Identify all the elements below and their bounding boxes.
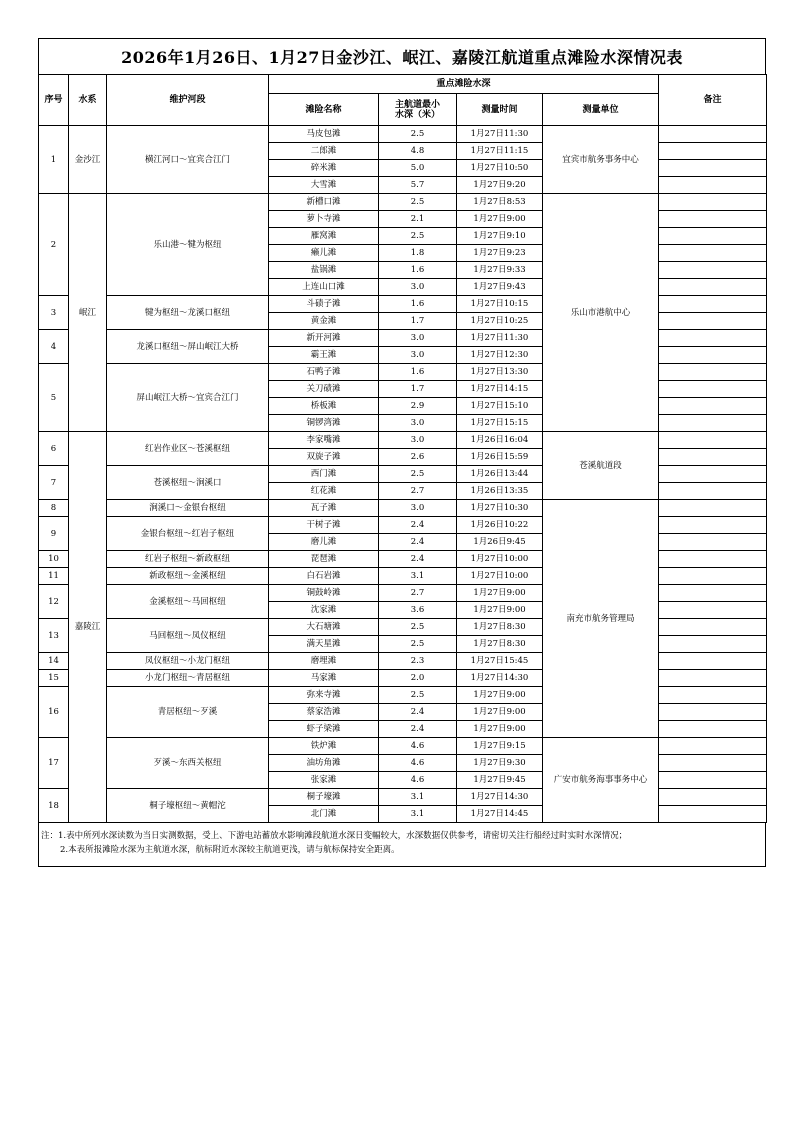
shoal-name-cell: 张家滩	[269, 772, 379, 789]
shoal-name-cell: 干树子滩	[269, 517, 379, 534]
time-cell: 1月27日9:10	[457, 228, 543, 245]
shoal-name-cell: 满天星滩	[269, 636, 379, 653]
shoal-name-cell: 虾子梁滩	[269, 721, 379, 738]
remark-cell	[659, 483, 767, 500]
depth-cell: 2.6	[379, 449, 457, 466]
depth-cell: 2.4	[379, 721, 457, 738]
depth-cell: 1.7	[379, 381, 457, 398]
time-cell: 1月27日9:00	[457, 211, 543, 228]
seq-cell: 5	[39, 364, 69, 432]
shoal-name-cell: 霸王滩	[269, 347, 379, 364]
shoal-name-cell: 沈家滩	[269, 602, 379, 619]
depth-cell: 2.4	[379, 704, 457, 721]
depth-cell: 1.8	[379, 245, 457, 262]
section-cell: 歹溪～东西关枢纽	[107, 738, 269, 789]
time-cell: 1月27日10:15	[457, 296, 543, 313]
depth-cell: 4.6	[379, 755, 457, 772]
remark-cell	[659, 245, 767, 262]
footnotes	[38, 823, 766, 867]
time-cell: 1月27日8:30	[457, 636, 543, 653]
seq-cell: 7	[39, 466, 69, 500]
time-cell: 1月27日14:30	[457, 789, 543, 806]
seq-cell: 10	[39, 551, 69, 568]
section-cell: 乐山港～犍为枢纽	[107, 194, 269, 296]
seq-cell: 6	[39, 432, 69, 466]
time-cell: 1月26日16:04	[457, 432, 543, 449]
time-cell: 1月27日14:45	[457, 806, 543, 823]
remark-cell	[659, 296, 767, 313]
shoal-name-cell: 桥板滩	[269, 398, 379, 415]
header-group: 重点滩险水深	[269, 75, 659, 94]
shoal-name-cell: 西门滩	[269, 466, 379, 483]
time-cell: 1月27日8:53	[457, 194, 543, 211]
remark-cell	[659, 364, 767, 381]
time-cell: 1月26日10:22	[457, 517, 543, 534]
table-row	[39, 126, 767, 143]
shoal-name-cell: 蔡家浩滩	[269, 704, 379, 721]
water-depth-report	[38, 38, 766, 867]
shoal-name-cell: 大石塘滩	[269, 619, 379, 636]
remark-cell	[659, 517, 767, 534]
shoal-name-cell: 红花滩	[269, 483, 379, 500]
depth-cell: 4.6	[379, 772, 457, 789]
time-cell: 1月27日15:15	[457, 415, 543, 432]
depth-cell: 2.5	[379, 636, 457, 653]
section-cell: 犍为枢纽～龙溪口枢纽	[107, 296, 269, 330]
remark-cell	[659, 789, 767, 806]
shoal-name-cell: 双旋子滩	[269, 449, 379, 466]
section-cell: 凤仪枢纽～小龙门枢纽	[107, 653, 269, 670]
depth-cell: 3.0	[379, 415, 457, 432]
shoal-name-cell: 萝卜寺滩	[269, 211, 379, 228]
shoal-name-cell: 磨埋滩	[269, 653, 379, 670]
shoal-name-cell: 癞儿滩	[269, 245, 379, 262]
remark-cell	[659, 466, 767, 483]
section-cell: 苍溪枢纽～涧溪口	[107, 466, 269, 500]
seq-cell: 17	[39, 738, 69, 789]
shoal-name-cell: 铜锣湾滩	[269, 415, 379, 432]
unit-cell: 苍溪航道段	[543, 432, 659, 500]
time-cell: 1月27日9:00	[457, 687, 543, 704]
shoal-name-cell: 铜鼓岭滩	[269, 585, 379, 602]
time-cell: 1月27日9:43	[457, 279, 543, 296]
time-cell: 1月27日13:30	[457, 364, 543, 381]
depth-cell: 1.6	[379, 364, 457, 381]
table-row	[39, 194, 767, 211]
seq-cell: 11	[39, 568, 69, 585]
shoal-name-cell: 油坊角滩	[269, 755, 379, 772]
section-cell: 横江河口～宜宾合江门	[107, 126, 269, 194]
depth-cell: 2.0	[379, 670, 457, 687]
seq-cell: 3	[39, 296, 69, 330]
shoal-name-cell: 二郎滩	[269, 143, 379, 160]
table-row	[39, 738, 767, 755]
remark-cell	[659, 721, 767, 738]
time-cell: 1月27日9:20	[457, 177, 543, 194]
seq-cell: 12	[39, 585, 69, 619]
header-unit: 测量单位	[543, 94, 659, 126]
section-cell: 青居枢纽～歹溪	[107, 687, 269, 738]
depth-cell: 1.6	[379, 296, 457, 313]
shoal-name-cell: 北门滩	[269, 806, 379, 823]
remark-cell	[659, 415, 767, 432]
depth-cell: 2.7	[379, 585, 457, 602]
shoal-name-cell: 马家滩	[269, 670, 379, 687]
remark-cell	[659, 551, 767, 568]
unit-cell: 南充市航务管理局	[543, 500, 659, 738]
section-cell: 涧溪口～金银台枢纽	[107, 500, 269, 517]
table-body	[39, 126, 767, 823]
time-cell: 1月27日9:00	[457, 602, 543, 619]
remark-cell	[659, 687, 767, 704]
depth-cell: 2.4	[379, 551, 457, 568]
shoal-name-cell: 上连山口滩	[269, 279, 379, 296]
header-section: 维护河段	[107, 75, 269, 126]
time-cell: 1月27日10:50	[457, 160, 543, 177]
section-cell: 红岩作业区～苍溪枢纽	[107, 432, 269, 466]
report-title: 2026年1月26日、1月27日金沙江、岷江、嘉陵江航道重点滩险水深情况表	[38, 38, 766, 74]
remark-cell	[659, 381, 767, 398]
header-time: 测量时间	[457, 94, 543, 126]
remark-cell	[659, 347, 767, 364]
remark-cell	[659, 160, 767, 177]
depth-cell: 2.5	[379, 466, 457, 483]
header-depth-line1: 主航道最小	[394, 99, 440, 110]
time-cell: 1月27日9:30	[457, 755, 543, 772]
time-cell: 1月27日11:30	[457, 330, 543, 347]
depth-cell: 3.0	[379, 330, 457, 347]
unit-cell: 乐山市港航中心	[543, 194, 659, 432]
shoal-name-cell: 新开河滩	[269, 330, 379, 347]
shoal-name-cell: 关刀碛滩	[269, 381, 379, 398]
header-depth	[379, 94, 457, 126]
depth-cell: 3.0	[379, 500, 457, 517]
section-cell: 金银台枢纽～红岩子枢纽	[107, 517, 269, 551]
shoal-name-cell: 斗碛子滩	[269, 296, 379, 313]
depth-cell: 2.5	[379, 194, 457, 211]
shoal-name-cell: 铁炉滩	[269, 738, 379, 755]
depth-cell: 3.1	[379, 789, 457, 806]
remark-cell	[659, 670, 767, 687]
time-cell: 1月27日10:30	[457, 500, 543, 517]
shoal-name-cell: 碎米滩	[269, 160, 379, 177]
shoal-name-cell: 李家嘴滩	[269, 432, 379, 449]
section-cell: 金溪枢纽～马回枢纽	[107, 585, 269, 619]
depth-cell: 2.5	[379, 228, 457, 245]
remark-cell	[659, 619, 767, 636]
seq-cell: 14	[39, 653, 69, 670]
section-cell: 红岩子枢纽～新政枢纽	[107, 551, 269, 568]
remark-cell	[659, 143, 767, 160]
section-cell: 马回枢纽～凤仪枢纽	[107, 619, 269, 653]
table-row	[39, 432, 767, 449]
header-depth-line2: 水深（米）	[394, 109, 440, 120]
time-cell: 1月27日8:30	[457, 619, 543, 636]
time-cell: 1月27日9:00	[457, 721, 543, 738]
time-cell: 1月27日9:23	[457, 245, 543, 262]
seq-cell: 15	[39, 670, 69, 687]
depth-cell: 2.4	[379, 534, 457, 551]
time-cell: 1月27日9:45	[457, 772, 543, 789]
remark-cell	[659, 194, 767, 211]
depth-cell: 1.6	[379, 262, 457, 279]
seq-cell: 4	[39, 330, 69, 364]
shoal-name-cell: 盐锅滩	[269, 262, 379, 279]
shoal-name-cell: 大雪滩	[269, 177, 379, 194]
remark-cell	[659, 449, 767, 466]
time-cell: 1月27日9:00	[457, 585, 543, 602]
section-cell: 新政枢纽～金溪枢纽	[107, 568, 269, 585]
depth-cell: 2.4	[379, 517, 457, 534]
shoal-name-cell: 桐子壕滩	[269, 789, 379, 806]
remark-cell	[659, 568, 767, 585]
section-cell: 桐子壕枢纽～黄帽沱	[107, 789, 269, 823]
time-cell: 1月27日14:15	[457, 381, 543, 398]
time-cell: 1月27日9:15	[457, 738, 543, 755]
depth-cell: 4.8	[379, 143, 457, 160]
header-river: 水系	[69, 75, 107, 126]
unit-cell: 宜宾市航务事务中心	[543, 126, 659, 194]
remark-cell	[659, 755, 767, 772]
seq-cell: 1	[39, 126, 69, 194]
depth-cell: 2.1	[379, 211, 457, 228]
header-shoal: 滩险名称	[269, 94, 379, 126]
depth-cell: 2.5	[379, 126, 457, 143]
shoal-name-cell: 新槽口滩	[269, 194, 379, 211]
depth-cell: 3.1	[379, 568, 457, 585]
header-seq: 序号	[39, 75, 69, 126]
time-cell: 1月27日14:30	[457, 670, 543, 687]
remark-cell	[659, 500, 767, 517]
depth-cell: 3.0	[379, 279, 457, 296]
depth-cell: 2.9	[379, 398, 457, 415]
depth-cell: 2.7	[379, 483, 457, 500]
time-cell: 1月27日12:30	[457, 347, 543, 364]
time-cell: 1月27日11:15	[457, 143, 543, 160]
depth-cell: 1.7	[379, 313, 457, 330]
depth-cell: 3.0	[379, 347, 457, 364]
depth-cell: 5.7	[379, 177, 457, 194]
remark-cell	[659, 279, 767, 296]
depth-cell: 5.0	[379, 160, 457, 177]
shoal-name-cell: 黄金滩	[269, 313, 379, 330]
remark-cell	[659, 602, 767, 619]
depth-cell: 3.0	[379, 432, 457, 449]
remark-cell	[659, 262, 767, 279]
seq-cell: 16	[39, 687, 69, 738]
time-cell: 1月27日10:25	[457, 313, 543, 330]
remark-cell	[659, 806, 767, 823]
river-cell: 嘉陵江	[69, 432, 107, 823]
depth-cell: 2.5	[379, 687, 457, 704]
shoal-name-cell: 白石岩滩	[269, 568, 379, 585]
river-cell: 岷江	[69, 194, 107, 432]
remark-cell	[659, 228, 767, 245]
shoal-name-cell: 瓦子滩	[269, 500, 379, 517]
depth-cell: 2.3	[379, 653, 457, 670]
shoal-name-cell: 雁窝滩	[269, 228, 379, 245]
depth-cell: 2.5	[379, 619, 457, 636]
remark-cell	[659, 653, 767, 670]
time-cell: 1月27日9:33	[457, 262, 543, 279]
remark-cell	[659, 398, 767, 415]
time-cell: 1月26日13:44	[457, 466, 543, 483]
remark-cell	[659, 704, 767, 721]
header-remark: 备注	[659, 75, 767, 126]
remark-cell	[659, 126, 767, 143]
remark-cell	[659, 432, 767, 449]
time-cell: 1月27日10:00	[457, 568, 543, 585]
seq-cell: 13	[39, 619, 69, 653]
seq-cell: 2	[39, 194, 69, 296]
unit-cell: 广安市航务海事事务中心	[543, 738, 659, 823]
remark-cell	[659, 211, 767, 228]
seq-cell: 9	[39, 517, 69, 551]
depth-cell: 3.1	[379, 806, 457, 823]
remark-cell	[659, 636, 767, 653]
time-cell: 1月26日15:59	[457, 449, 543, 466]
shoal-name-cell: 磨儿滩	[269, 534, 379, 551]
time-cell: 1月26日13:35	[457, 483, 543, 500]
remark-cell	[659, 534, 767, 551]
shoal-name-cell: 琵琶滩	[269, 551, 379, 568]
time-cell: 1月27日11:30	[457, 126, 543, 143]
table-row	[39, 500, 767, 517]
footnote-1: 注：1.表中所列水深读数为当日实测数据，受上、下游电站蓄放水影响滩段航道水深日变幅较大，水深数据仅供参考，请密切关注行船经过时实时水深情况；	[41, 831, 628, 841]
river-cell: 金沙江	[69, 126, 107, 194]
shoal-name-cell: 马皮包滩	[269, 126, 379, 143]
time-cell: 1月27日15:45	[457, 653, 543, 670]
section-cell: 龙溪口枢纽～屏山岷江大桥	[107, 330, 269, 364]
remark-cell	[659, 330, 767, 347]
time-cell: 1月27日15:10	[457, 398, 543, 415]
remark-cell	[659, 177, 767, 194]
seq-cell: 8	[39, 500, 69, 517]
remark-cell	[659, 772, 767, 789]
time-cell: 1月27日10:00	[457, 551, 543, 568]
shoal-name-cell: 弥来寺滩	[269, 687, 379, 704]
depth-table	[38, 74, 767, 823]
remark-cell	[659, 738, 767, 755]
remark-cell	[659, 313, 767, 330]
section-cell: 屏山岷江大桥～宜宾合江门	[107, 364, 269, 432]
time-cell: 1月26日9:45	[457, 534, 543, 551]
seq-cell: 18	[39, 789, 69, 823]
footnote-2: 2.本表所报滩险水深为主航道水深，航标附近水深较主航道更浅，请与航标保持安全距离。	[60, 845, 400, 855]
section-cell: 小龙门枢纽～青居枢纽	[107, 670, 269, 687]
remark-cell	[659, 585, 767, 602]
time-cell: 1月27日9:00	[457, 704, 543, 721]
depth-cell: 4.6	[379, 738, 457, 755]
depth-cell: 3.6	[379, 602, 457, 619]
shoal-name-cell: 石鸭子滩	[269, 364, 379, 381]
